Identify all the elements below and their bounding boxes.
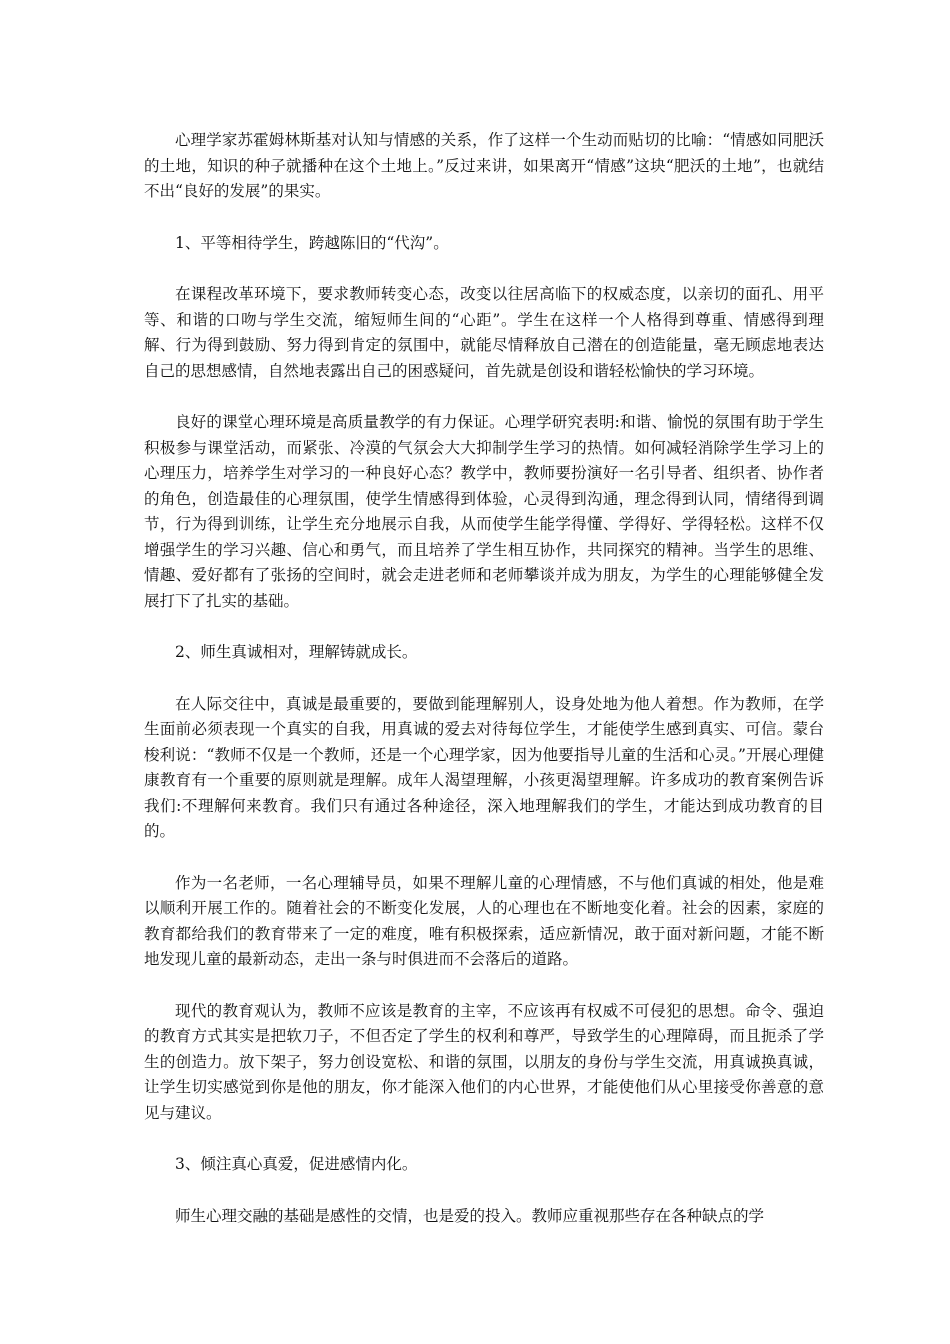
section-2-paragraph-3: 现代的教育观认为，教师不应该是教育的主宰，不应该再有权威不可侵犯的思想。命令、强迫的教育方式其实是把软刀子，不但否定了学生的权利和尊严，导致学生的心理障碍，而且扼杀了学生的创造力。放下架子，努力创设宽松、和谐的氛围，以朋友的身份与学生交流，用真诚换真诚，让学生切实感觉到你是他的朋友，你才能深入他们的内心世界，才能使他们从心里接受你善意的意见与建议。 (144, 1001, 824, 1122)
section-1-paragraph-1: 在课程改革环境下，要求教师转变心态，改变以往居高临下的权威态度，以亲切的面孔、用平等、和谐的口吻与学生交流，缩短师生间的“心距”。学生在这样一个人格得到尊重、情感得到理解、行为得到鼓励、努力得到肯定的氛围中，就能尽情释放自己潜在的创造能量，毫无顾虑地表达自己的思想感情，自然地表露出自己的困惑疑问，首先就是创设和谐轻松愉快的学习环境。 (144, 285, 824, 380)
section-heading-3: 3、倾注真心真爱，促进感情内化。 (175, 1155, 418, 1173)
section-heading-1: 1、平等相待学生，跨越陈旧的“代沟”。 (175, 233, 449, 252)
section-2-paragraph-1: 在人际交往中，真诚是最重要的，要做到能理解别人，设身处地为他人着想。作为教师，在学生面前必须表现一个真实的自我，用真诚的爱去对待每位学生，才能使学生感到真实、可信。蒙台梭利说：“教师不仅是一个教师，还是一个心理学家，因为他要指导儿童的生活和心灵。”开展心理健康教育有一个重要的原则就是理解。成年人渴望理解，小孩更渴望理解。许多成功的教育案例告诉我们:不理解何来教育。我们只有通过各种途径，深入地理解我们的学生，才能达到成功教育的目的。 (144, 694, 824, 840)
section-2-paragraph-2: 作为一名老师，一名心理辅导员，如果不理解儿童的心理情感，不与他们真诚的相处，他是难以顺利开展工作的。随着社会的不断变化发展，人的心理也在不断地变化着。社会的因素，家庭的教育都给我们的教育带来了一定的难度，唯有积极探索，适应新情况，敢于面对新问题，才能不断地发现儿童的最新动态，走出一条与时俱进而不会落后的道路。 (144, 873, 824, 968)
section-heading-2: 2、师生真诚相对，理解铸就成长。 (175, 643, 418, 661)
section-3-paragraph-1: 师生心理交融的基础是感性的交情，也是爱的投入。教师应重视那些存在各种缺点的学 (175, 1206, 765, 1225)
section-1-paragraph-2: 良好的课堂心理环境是高质量教学的有力保证。心理学研究表明:和谐、愉悦的氛围有助于学生积极参与课堂活动，而紧张、冷漠的气氛会大大抑制学生学习的热情。如何减轻消除学生学习上的心理压力，培养学生对学习的一种良好心态？教学中，教师要扮演好一名引导者、组织者、协作者的角色，创造最佳的心理氛围，使学生情感得到体验，心灵得到沟通，理念得到认同，情绪得到调节，行为得到训练，让学生充分地展示自我，从而使学生能学得懂、学得好、学得轻松。这样不仅增强学生的学习兴趣、信心和勇气，而且培养了学生相互协作，共同探究的精神。当学生的思维、情趣、爱好都有了张扬的空间时，就会走进老师和老师攀谈并成为朋友，为学生的心理能够健全发展打下了扎实的基础。 (144, 413, 824, 610)
document-page (144, 128, 824, 1255)
intro-paragraph: 心理学家苏霍姆林斯基对认知与情感的关系，作了这样一个生动而贴切的比喻：“情感如同肥沃的土地，知识的种子就播种在这个土地上。”反过来讲，如果离开“情感”这块“肥沃的土地”，也就结不出“良好的发展”的果实。 (144, 131, 824, 200)
